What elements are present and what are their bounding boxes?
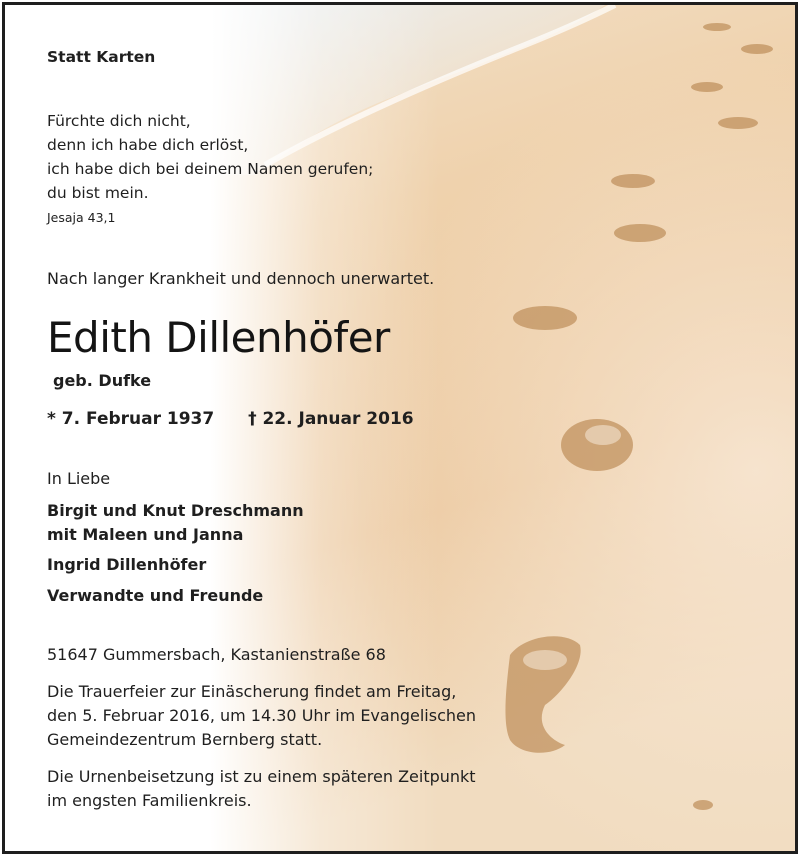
mourner-line: mit Maleen und Janna bbox=[47, 525, 244, 544]
burial-line: Die Urnenbeisetzung ist zu einem späteren Zeitpunkt bbox=[47, 767, 476, 786]
ceremony-line: Gemeindezentrum Bernberg statt. bbox=[47, 730, 323, 749]
deceased-name: Edith Dillenhöfer bbox=[47, 313, 390, 362]
bible-verse bbox=[47, 109, 373, 205]
ceremony-info bbox=[47, 680, 476, 752]
verse-reference: Jesaja 43,1 bbox=[47, 210, 116, 225]
in-love-label: In Liebe bbox=[47, 469, 111, 488]
intro-text: Nach langer Krankheit und dennoch unerwartet. bbox=[47, 269, 435, 288]
mourner-group bbox=[47, 553, 206, 577]
death-date: † 22. Januar 2016 bbox=[248, 409, 414, 429]
header-statt-karten: Statt Karten bbox=[47, 48, 156, 66]
life-dates bbox=[47, 409, 414, 429]
maiden-name: geb. Dufke bbox=[53, 371, 152, 390]
burial-info bbox=[47, 765, 476, 813]
mourner-line: Verwandte und Freunde bbox=[47, 586, 264, 605]
mourner-line: Ingrid Dillenhöfer bbox=[47, 555, 207, 574]
mourner-group bbox=[47, 584, 263, 608]
obituary-notice bbox=[2, 2, 798, 854]
verse-line: du bist mein. bbox=[47, 184, 149, 202]
verse-line: ich habe dich bei deinem Namen gerufen; bbox=[47, 160, 374, 178]
verse-line: Fürchte dich nicht, bbox=[47, 112, 191, 130]
address: 51647 Gummersbach, Kastanienstraße 68 bbox=[47, 645, 386, 664]
birth-date: * 7. Februar 1937 bbox=[47, 409, 215, 429]
burial-line: im engsten Familienkreis. bbox=[47, 791, 252, 810]
ceremony-line: den 5. Februar 2016, um 14.30 Uhr im Evangelischen bbox=[47, 706, 476, 725]
verse-line: denn ich habe dich erlöst, bbox=[47, 136, 249, 154]
mourner-group bbox=[47, 499, 304, 547]
ceremony-line: Die Trauerfeier zur Einäscherung findet am Freitag, bbox=[47, 682, 457, 701]
mourner-line: Birgit und Knut Dreschmann bbox=[47, 501, 304, 520]
